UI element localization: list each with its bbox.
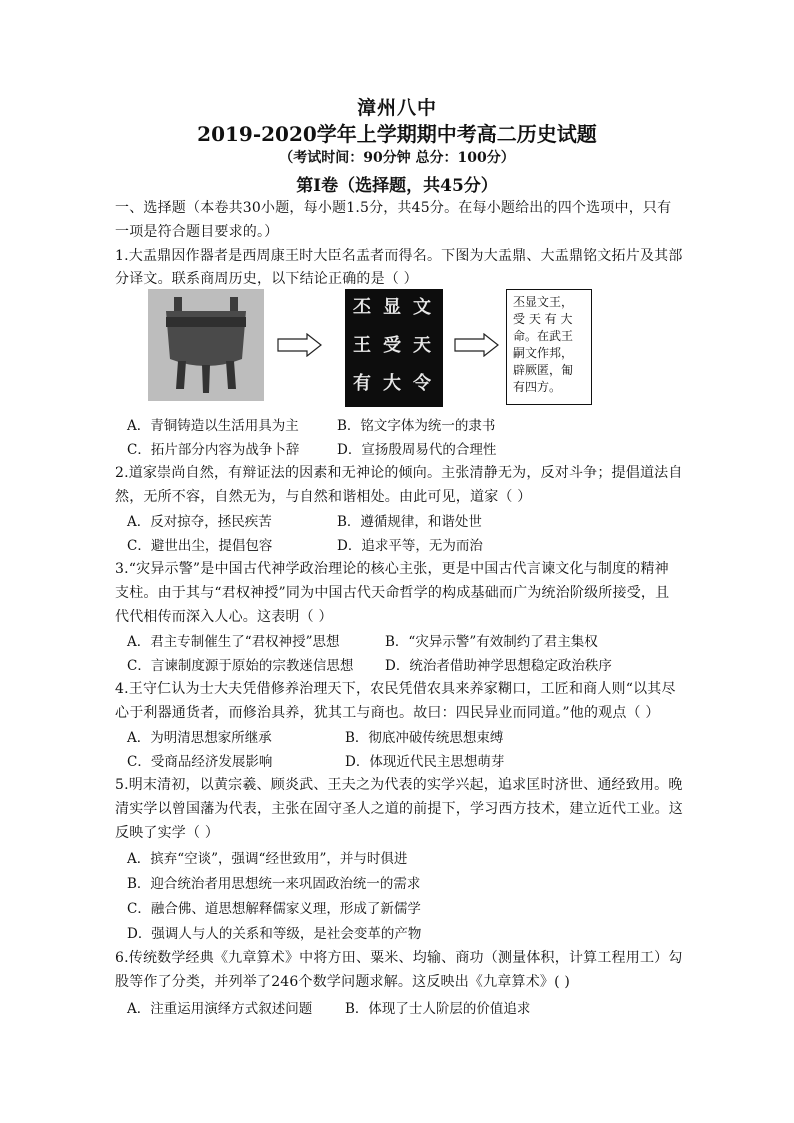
inscription-transcript-box <box>506 289 592 405</box>
inscription-rubbing-icon <box>345 289 443 407</box>
rubbing-char: 受 <box>383 335 401 356</box>
section-instructions-line1: 一、选择题（本卷共30小题，每小题1.5分，共45分。在每小题给出的四个选项中，只有 <box>115 200 672 216</box>
question-3-stem-line1: 3.“灾异示警”是中国古代神学政治理论的核心主张，更是中国古代言谏文化与制度的精神 <box>115 561 669 577</box>
rubbing-char: 丕 <box>353 297 371 318</box>
q3-option-b: B．“灾异示警”有效制约了君主集权 <box>385 634 598 650</box>
q3-option-c: C．言谏制度源于原始的宗教迷信思想 <box>127 658 354 674</box>
q1-option-c: C．拓片部分内容为战争卜辞 <box>127 442 300 458</box>
exam-info: （考试时间：90分钟 总分：100分） <box>279 150 515 166</box>
transcript-line: 有四方。 <box>513 380 562 394</box>
question-2-stem-line1: 2.道家崇尚自然，有辩证法的因素和无神论的倾向。主张清静无为，反对斗争；提倡道法自 <box>115 465 683 481</box>
question-3-stem-line3: 代代相传而深入人心。这表明（ ） <box>115 609 333 625</box>
transcript-line: 辟厥匿，匍 <box>513 363 574 377</box>
question-5-stem-line3: 反映了实学（ ） <box>115 825 220 841</box>
transcript-line: 丕显文王， <box>513 295 574 309</box>
rubbing-char: 天 <box>413 335 431 356</box>
question-3-stem-line2: 支柱。由于其与“君权神授”同为中国古代天命哲学的构成基础而广为统治阶级所接受，且 <box>115 585 670 601</box>
transcript-line: 命。在武王 <box>513 329 574 343</box>
transcript-line: 受 天 有 大 <box>513 312 573 326</box>
q4-option-d: D．体现近代民主思想萌芽 <box>345 754 505 770</box>
question-4-stem-line1: 4.王守仁认为士大夫凭借修养治理天下，农民凭借农具来养家糊口，工匠和商人则“以其尽 <box>115 681 676 697</box>
arrow-right-icon <box>454 333 500 357</box>
transcript-line: 嗣文作邦， <box>513 346 574 360</box>
question-4-stem-line2: 心于利器通货者，而修治具养，犹其工与商也。故曰：四民异业而同道。”他的观点（ ） <box>115 705 660 721</box>
q5-option-d: D．强调人与人的关系和等级，是社会变革的产物 <box>127 926 422 942</box>
q2-option-c: C．避世出尘，提倡包容 <box>127 538 273 554</box>
rubbing-char: 文 <box>413 297 431 318</box>
exam-title: 2019-2020学年上学期期中考高二历史试题 <box>197 122 597 146</box>
q6-option-a: A．注重运用演绎方式叙述问题 <box>127 1001 313 1017</box>
q1-option-d: D．宣扬殷周易代的合理性 <box>337 442 497 458</box>
q1-option-a: A．青铜铸造以生活用具为主 <box>127 418 299 434</box>
question-6-stem-line2: 股等作了分类，并列举了246个数学问题求解。这反映出《九章算术》( ) <box>115 974 571 990</box>
school-name: 漳州八中 <box>356 97 437 119</box>
q5-option-b: B．迎合统治者用思想统一来巩固政治统一的需求 <box>127 876 421 892</box>
arrow-right-icon <box>277 333 323 357</box>
question-1-stem-line1: 1.大盂鼎因作器者是西周康王时大臣名盂者而得名。下图为大盂鼎、大盂鼎铭文拓片及其部 <box>115 248 683 264</box>
q4-option-c: C．受商品经济发展影响 <box>127 754 273 770</box>
volume-heading: 第Ⅰ卷（选择题，共45分） <box>296 176 498 196</box>
q2-option-a: A．反对掠夺，拯民疾苦 <box>127 514 272 530</box>
rubbing-char: 大 <box>383 373 401 394</box>
q2-option-d: D．追求平等，无为而治 <box>337 538 483 554</box>
q6-option-b: B．体现了士人阶层的价值追求 <box>345 1001 531 1017</box>
question-1-stem-line2: 分译文。联系商周历史，以下结论正确的是（ ） <box>115 271 418 287</box>
question-6-stem-line1: 6.传统数学经典《九章算术》中将方田、粟米、均输、商功（测量体积，计算工程用工）勾 <box>115 950 683 966</box>
section-instructions-line2: 一项是符合题目要求的。） <box>115 224 279 240</box>
question-2-stem-line2: 然，无所不容，自然无为，与自然和谐相处。由此可见，道家（ ） <box>115 489 532 505</box>
rubbing-char: 显 <box>383 297 401 318</box>
bronze-ding-photo-icon <box>148 289 264 401</box>
q4-option-a: A．为明清思想家所继承 <box>127 730 272 746</box>
q4-option-b: B．彻底冲破传统思想束缚 <box>345 730 504 746</box>
q5-option-c: C．融合佛、道思想解释儒家义理，形成了新儒学 <box>127 901 421 917</box>
q3-option-a: A．君主专制催生了“君权神授”思想 <box>127 634 340 650</box>
question-5-stem-line2: 清实学以曾国藩为代表，主张在固守圣人之道的前提下，学习西方技术，建立近代工业。这 <box>115 801 683 817</box>
q3-option-d: D．统治者借助神学思想稳定政治秩序 <box>385 658 612 674</box>
q5-option-a: A．摈弃“空谈”，强调“经世致用”，并与时俱进 <box>127 851 408 867</box>
question-5-stem-line1: 5.明末清初，以黄宗羲、顾炎武、王夫之为代表的实学兴起，追求匡时济世、通经致用。晚 <box>115 777 683 793</box>
rubbing-char: 王 <box>353 335 371 356</box>
rubbing-char: 有 <box>353 373 371 394</box>
q2-option-b: B．遵循规律，和谐处世 <box>337 514 482 530</box>
q1-option-b: B．铭文字体为统一的隶书 <box>337 418 496 434</box>
rubbing-char: 令 <box>413 373 431 394</box>
